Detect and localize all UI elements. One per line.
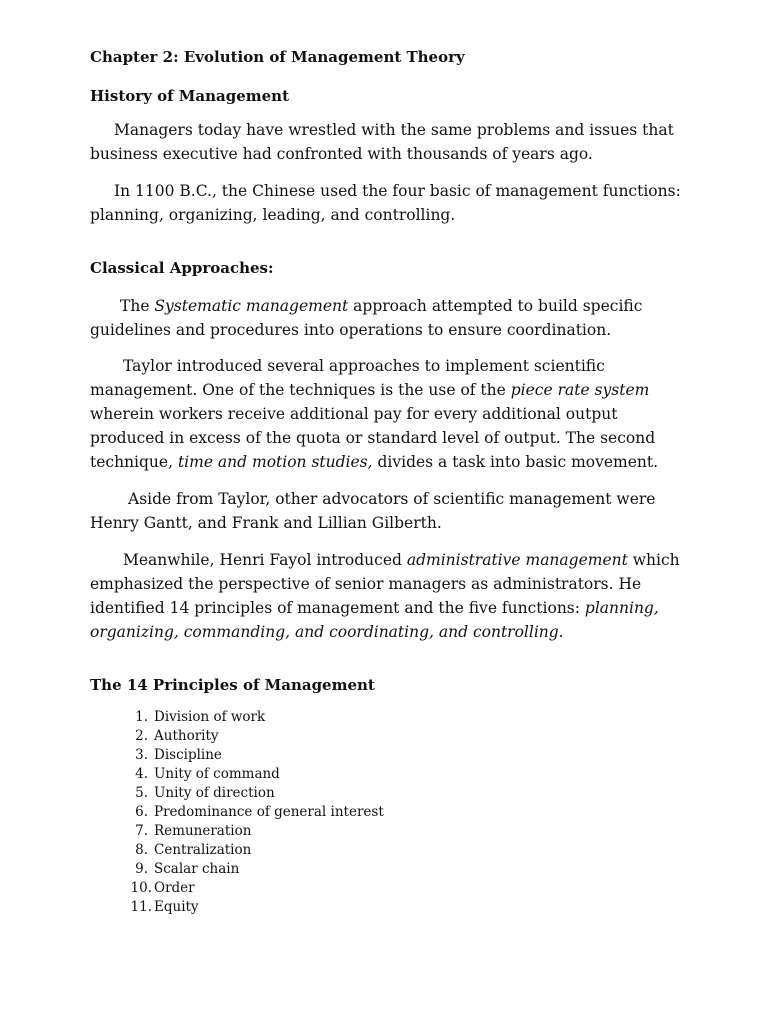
emphasis-piece-rate-system: piece rate system [510,381,650,399]
taylor-paragraph [90,354,690,474]
text-run: divides a task into basic movement. [372,453,659,471]
list-item-number: 11. [130,899,152,915]
list-item-text: Division of work [154,709,266,725]
list-item-number: 10. [130,880,152,896]
history-paragraph-1: Managers today have wrestled with the same problems and issues that business executive had confronted with thousands of years ago. [90,121,674,163]
list-item [124,784,690,803]
chapter-title: Chapter 2: Evolution of Management Theory [90,48,465,66]
list-item-number: 1. [135,709,148,725]
text-run: The [120,297,155,315]
text-run: which emphasized the perspective of senior managers as administrators. He identified 14 principles of management and the five functions: [90,551,680,617]
list-item-text: Authority [154,728,219,744]
list-item-text: Equity [154,899,199,915]
document-page [90,44,690,917]
list-item-text: Remuneration [154,823,252,839]
list-item-text: Unity of command [154,766,280,782]
list-item [124,841,690,860]
list-item [124,746,690,765]
history-paragraph-2: In 1100 B.C., the Chinese used the four basic of management functions: planning, organizing, leading, and controlling. [90,182,681,224]
list-item-number: 5. [135,785,148,801]
list-item [124,898,690,917]
list-item-text: Centralization [154,842,252,858]
list-item-text: Predominance of general interest [154,804,384,820]
principles-list [90,708,690,917]
text-run: wherein workers receive additional pay for every additional output produced in excess of the quota or standard level of output. The second technique, [90,405,656,471]
list-item [124,860,690,879]
list-item [124,727,690,746]
classical-heading: Classical Approaches: [90,259,274,277]
emphasis-time-motion-studies: time and motion studies, [177,453,373,471]
emphasis-five-functions: planning, organizing, commanding, and coordinating, and controlling. [90,599,659,641]
list-item-text: Discipline [154,747,222,763]
list-item-text: Scalar chain [154,861,240,877]
other-advocators-paragraph: Aside from Taylor, other advocators of scientific management were Henry Gantt, and Frank and Lillian Gilberth. [90,490,656,532]
list-item-number: 2. [135,728,148,744]
principles-heading: The 14 Principles of Management [90,676,375,694]
list-item [124,708,690,727]
emphasis-systematic-management: Systematic management [154,297,349,315]
history-heading: History of Management [90,87,289,105]
text-run: Meanwhile, Henri Fayol introduced [123,551,407,569]
list-item [124,803,690,822]
list-item-text: Order [154,880,195,896]
list-item-text: Unity of direction [154,785,275,801]
list-item [124,765,690,784]
emphasis-administrative-management: administrative management [406,551,628,569]
text-run: approach attempted to build specific guidelines and procedures into operations to ensure coordination. [90,297,643,339]
list-item-number: 7. [135,823,148,839]
list-item [124,879,690,898]
list-item-number: 9. [135,861,148,877]
fayol-paragraph [90,548,690,644]
systematic-management-paragraph [90,294,690,342]
list-item-number: 8. [135,842,148,858]
text-run: Taylor introduced several approaches to implement scientific management. One of the techniques is the use of the [90,357,605,399]
list-item-number: 3. [135,747,148,763]
list-item-number: 6. [135,804,148,820]
list-item [124,822,690,841]
list-item-number: 4. [135,766,148,782]
